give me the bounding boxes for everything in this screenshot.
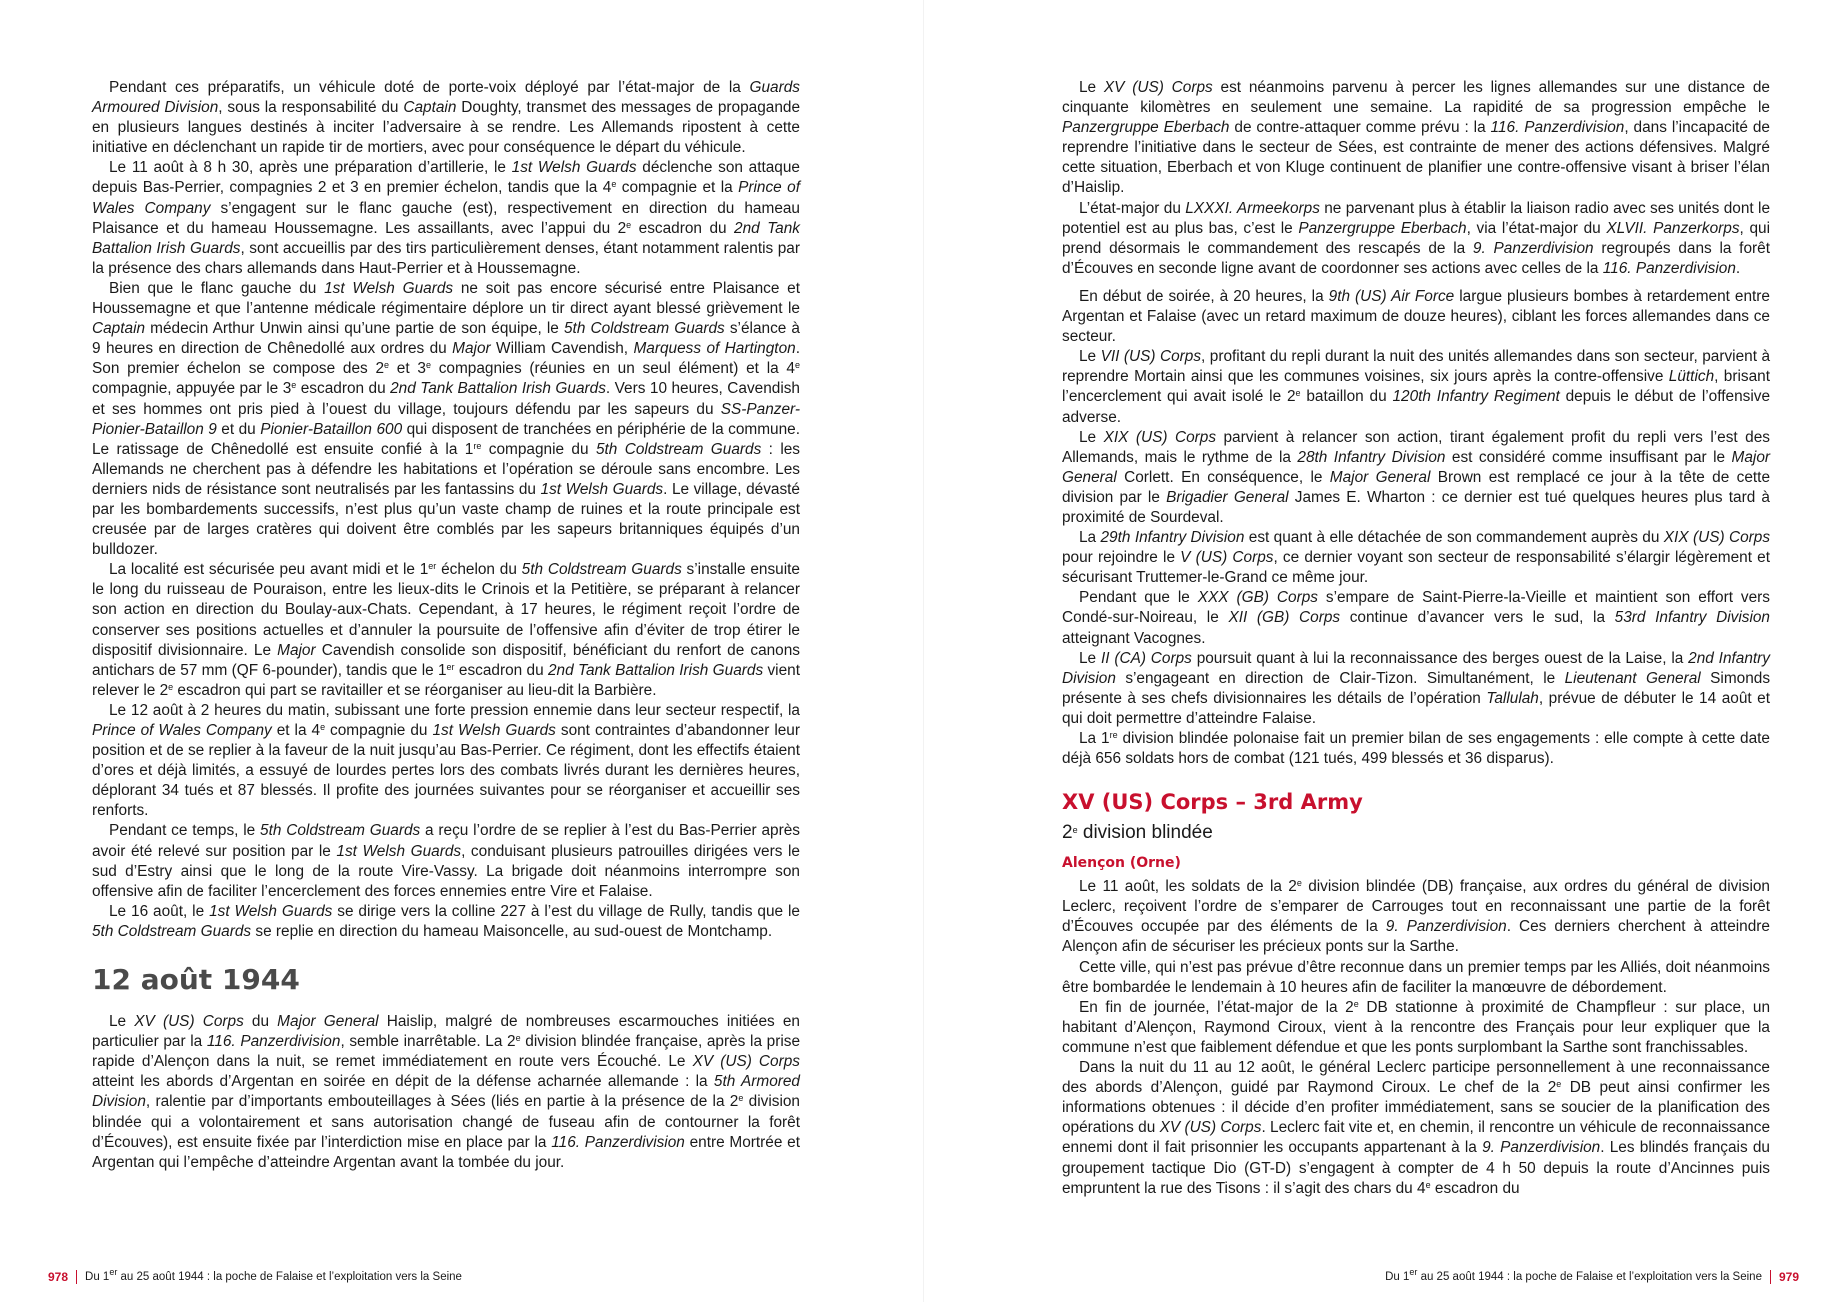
body-paragraph: Pendant ce temps, le 5th Coldstream Guards a reçu l’ordre de se replier à l’est du Bas-Perrier après avoir été relevé sur position par le 1st Welsh Guards, conduisant plusieurs patrouilles dirigées vers le sud d’Estry ainsi que le long de la route Vire-Vassy. La brigade doit néanmoins interrompre son offensive afin de faciliter l’encerclement des forces ennemies entre Vire et Falaise.: [92, 822, 800, 900]
right-page: [924, 0, 1847, 1302]
body-paragraph: En début de soirée, à 20 heures, la 9th (US) Air Force largue plusieurs bombes à retardement entre Argentan et Falaise (avec un retard maximum de douze heures), ciblant les forces allemandes dans ce secteur.: [1062, 287, 1770, 346]
body-paragraph: Le 11 août à 8 h 30, après une préparation d’artillerie, le 1st Welsh Guards déclenche son attaque depuis Bas-Perrier, compagnies 2 et 3 en premier échelon, tandis que la 4e compagnie et la Prince of Wales Company s’engagent sur le flanc gauche (est), respectivement en direction du hameau Plaisance et du hameau Houssemagne. Les assaillants, avec l’appui du 2e escadron du 2nd Tank Battalion Irish Guards, sont accueillis par des tirs particulièrement denses, étant notamment ralentis par la présence des chars allemands dans Haut-Perrier et à Houssemagne.: [92, 159, 800, 277]
right-paragraphs: [1062, 78, 1770, 769]
body-paragraph: Le VII (US) Corps, profitant du repli durant la nuit des unités allemandes dans son secteur, parvient à reprendre Mortain ainsi que les communes voisines, six jours après la contre-offensive Lüttich, brisant l’encerclement qui avait isolé le 2e bataillon du 120th Infantry Regiment depuis le début de l’offensive adverse.: [1062, 348, 1771, 426]
left-text-column: [92, 78, 800, 1173]
left-paragraphs: [92, 78, 800, 942]
body-paragraph: La 1re division blindée polonaise fait un premier bilan de ses engagements : elle compte à cette date déjà 656 soldats hors de combat (121 tués, 499 blessés et 36 disparus).: [1062, 730, 1770, 768]
body-paragraph: Pendant que le XXX (GB) Corps s’empare de Saint-Pierre-la-Vieille et maintient son effort vers Condé-sur-Noireau, le XII (GB) Corps continue d’avancer vers le sud, la 53rd Infantry Division atteignant Vacognes.: [1062, 589, 1770, 647]
body-paragraph: Le 16 août, le 1st Welsh Guards se dirige vers la colline 227 à l’est du village de Rully, tandis que le 5th Coldstream Guards se replie en direction du hameau Maisoncelle, au sud-ouest de Montchamp.: [92, 902, 800, 940]
sub-heading: 2e division blindée: [1062, 822, 1213, 844]
body-paragraph: Pendant ces préparatifs, un véhicule doté de porte-voix déployé par l’état-major de la Guards Armoured Division, sous la responsabilité du Captain Doughty, transmet des messages de propagande en plusieurs langues destinés à inciter l’adversaire à se rendre. Les Allemands ripostent à cette initiative en déclenchant un rapide tir de mortiers, avec pour conséquence le départ du véhicule.: [92, 79, 800, 157]
body-paragraph: Cette ville, qui n’est pas prévue d’être reconnue dans un premier temps par les Alliés, doit néanmoins être bombardée le lendemain à 10 heures afin de faciliter la manœuvre de débordement.: [1062, 958, 1770, 996]
section-heading: XV (US) Corps – 3rd Army: [1062, 790, 1363, 815]
footer-divider: [76, 1270, 77, 1284]
page-number: 978: [48, 1270, 69, 1284]
body-paragraph: Le XV (US) Corps du Major General Haislip, malgré de nombreuses escarmouches initiées en particulier par la 116. Panzerdivision, semble inarrêtable. La 2e division blindée française, après la prise rapide d’Alençon dans la nuit, se remet immédiatement en route vers Écouché. Le XV (US) Corps atteint les abords d’Argentan en soirée en dépit de la défense acharnée allemande : la 5th Armored Division, ralentie par d’importants embouteillages à Sées (liés en partie à la présence de la 2e division blindée qui a volontairement et sans autorisation changé de fuseau afin de contourner la forêt d’Écouves), est ensuite fixée par l’interdiction mise en place par la 116. Panzerdivision entre Mortrée et Argentan qui l’empêche d’atteindre Argentan avant la tombée du jour.: [92, 1013, 801, 1171]
body-paragraph: Bien que le flanc gauche du 1st Welsh Guards ne soit pas encore sécurisé entre Plaisance et Houssemagne et que l’antenne médicale régimentaire déplore un tir direct ayant blessé grièvement le Captain médecin Arthur Unwin ainsi qu’une partie de son équipe, le 5th Coldstream Guards s’élance à 9 heures en direction de Chênedollé aux ordres du Major William Cavendish, Marquess of Hartington. Son premier échelon se compose des 2e et 3e compagnies (réunies en un seul élément) et la 4e compagnie, appuyée par le 3e escadron du 2nd Tank Battalion Irish Guards. Vers 10 heures, Cavendish et ses hommes ont pris pied à l’ouest du village, toujours défendu par les sapeurs du SS-Panzer-Pionier-Bataillon 9 et du Pionier-Bataillon 600 qui disposent de tranchées en périphérie de la commune. Le ratissage de Chênedollé est ensuite confié à la 1re compagnie du 5th Coldstream Guards : les Allemands ne cherchent pas à défendre les habitations et l’opération se déroule sans encombre. Les derniers nids de résistance sont neutralisés par les fantassins du 1st Welsh Guards. Le village, dévasté par les bombardements successifs, n’est plus qu’un vaste champ de ruines et la route principale est creusée par de larges cratères qui doivent être comblés par les sapeurs britanniques équipés d’un bulldozer.: [92, 279, 801, 559]
running-title: Du 1er au 25 août 1944 : la poche de Falaise et l’exploitation vers la Seine: [85, 1267, 462, 1283]
footer-divider: [1770, 1270, 1771, 1284]
body-paragraph: La 29th Infantry Division est quant à elle détachée de son commandement auprès du XIX (US) Corps pour rejoindre le V (US) Corps, ce dernier voyant son secteur de responsabilité s’élargir légèrement et sécurisant Truttemer-le-Grand ce même jour.: [1062, 529, 1771, 587]
body-paragraph: Le II (CA) Corps poursuit quant à lui la reconnaissance des berges ouest de la Laise, la 2nd Infantry Division s’engageant en direction de Clair-Tizon. Simultanément, le Lieutenant General Simonds présente à ses chefs divisionnaires les détails de l’opération Tallulah, prévue de débuter le 14 août et qui doit permettre d’atteindre Falaise.: [1062, 649, 1771, 727]
left-page: [0, 0, 923, 1302]
page-number: 979: [1778, 1270, 1799, 1284]
body-paragraph: Le 12 août à 2 heures du matin, subissant une forte pression ennemie dans leur secteur respectif, la Prince of Wales Company et la 4e compagnie du 1st Welsh Guards sont contraintes d’abandonner leur position et de se replier à la faveur de la nuit jusqu’au Bas-Perrier. Ce régiment, dont les effectifs étaient d’ores et déjà limités, a essuyé de lourdes pertes lors des combats livrés durant les dernières heures, déplorant 34 tués et 87 blessés. Il profite des journées suivantes pour se réorganiser et accueillir ses renforts.: [92, 701, 800, 820]
right-text-column: [1062, 78, 1770, 1199]
running-title: Du 1er au 25 août 1944 : la poche de Falaise et l’exploitation vers la Seine: [1385, 1267, 1762, 1283]
body-paragraph: Dans la nuit du 11 au 12 août, le général Leclerc participe personnellement à une reconnaissance des abords d’Alençon, guidé par Raymond Ciroux. Le chef de la 2e DB peut ainsi confirmer les informations obtenues : il décide d’en profiter immédiatement, sans se soucier de la planification des opérations du XV (US) Corps. Leclerc fait vite et, en chemin, il rencontre un véhicule de reconnaissance ennemi dont il fait prisonnier les occupants appartenant à la 9. Panzerdivision. Les blindés français du groupement tactique Dio (GT-D) s’engagent à compter de 4 h 50 depuis la route d’Ancinnes puis empruntent la rue des Tisons : il s’agit des chars du 4e escadron du: [1062, 1059, 1771, 1197]
date-heading: 12 août 1944: [92, 963, 300, 997]
body-paragraph: Le 11 août, les soldats de la 2e division blindée (DB) française, aux ordres du général de division Leclerc, reçoivent l’ordre de s’emparer de Carrouges tout en reconnaissant une partie de la forêt d’Écouves occupée par des éléments de la 9. Panzerdivision. Ces derniers cherchent à atteindre Alençon afin de sécuriser les précieux ponts sur la Sarthe.: [1062, 878, 1770, 956]
place-heading: Alençon (Orne): [1062, 855, 1181, 872]
body-paragraph: Le XIX (US) Corps parvient à relancer son action, tirant également profit du repli vers l’est des Allemands, mais le rythme de la 28th Infantry Division est considéré comme insuffisant par le Major General Corlett. En conséquence, le Major General Brown est remplacé ce jour à la tête de cette division par le Brigadier General James E. Wharton : ce dernier est tué quelques heures plus tard à proximité de Sourdeval.: [1062, 428, 1771, 526]
right-after-heading-paragraphs: [1062, 877, 1770, 1199]
right-footer: [1385, 1269, 1799, 1285]
body-paragraph: Le XV (US) Corps est néanmoins parvenu à percer les lignes allemandes sur une distance de cinquante kilomètres en seulement une semaine. La rapidité de sa progression empêche le Panzergruppe Eberbach de contre-attaquer comme prévu : la 116. Panzerdivision, dans l’incapacité de reprendre l’initiative dans le secteur de Sées, est contrainte de mener des actions défensives. Malgré cette situation, Eberbach et von Kluge continuent de planifier une contre-offensive visant à briser l’élan d’Haislip.: [1062, 79, 1770, 197]
body-paragraph: La localité est sécurisée peu avant midi et le 1er échelon du 5th Coldstream Guards s’installe ensuite le long du ruisseau de Pouraison, entre les lieux-dits le Crinois et la Petitière, se préparant à relancer son action en direction du Boulay-aux-Chats. Cependant, à 17 heures, le régiment reçoit l’ordre de conserver ses positions actuelles et d’annuler la poursuite de l’offensive afin d’éviter de trop étirer le dispositif divisionnaire. Le Major Cavendish consolide son dispositif, bénéficiant du renfort de canons antichars de 57 mm (QF 6-pounder), tandis que le 1er escadron du 2nd Tank Battalion Irish Guards vient relever le 2e escadron qui part se ravitailler et se réorganiser au lieu-dit la Barbière.: [92, 561, 800, 699]
body-paragraph: En fin de journée, l’état-major de la 2e DB stationne à proximité de Champfleur : sur place, un habitant d’Alençon, Raymond Ciroux, vient à la rencontre des Français pour leur expliquer que la commune n’est que faiblement défendue et que les ponts surplombant la Sarthe sont franchissables.: [1062, 998, 1770, 1056]
left-after-heading-paragraphs: [92, 1012, 800, 1173]
left-footer: [48, 1269, 462, 1285]
body-paragraph: L’état-major du LXXXI. Armeekorps ne parvenant plus à établir la liaison radio avec ses unités dont le potentiel est au plus bas, c’est le Panzergruppe Eberbach, via l’état-major du XLVII. Panzerkorps, qui prend désormais le commandement des rescapés de la 9. Panzerdivision regroupés dans la forêt d’Écouves en seconde ligne avant de coordonner ses actions avec celles de la 116. Panzerdivision.: [1062, 199, 1770, 277]
